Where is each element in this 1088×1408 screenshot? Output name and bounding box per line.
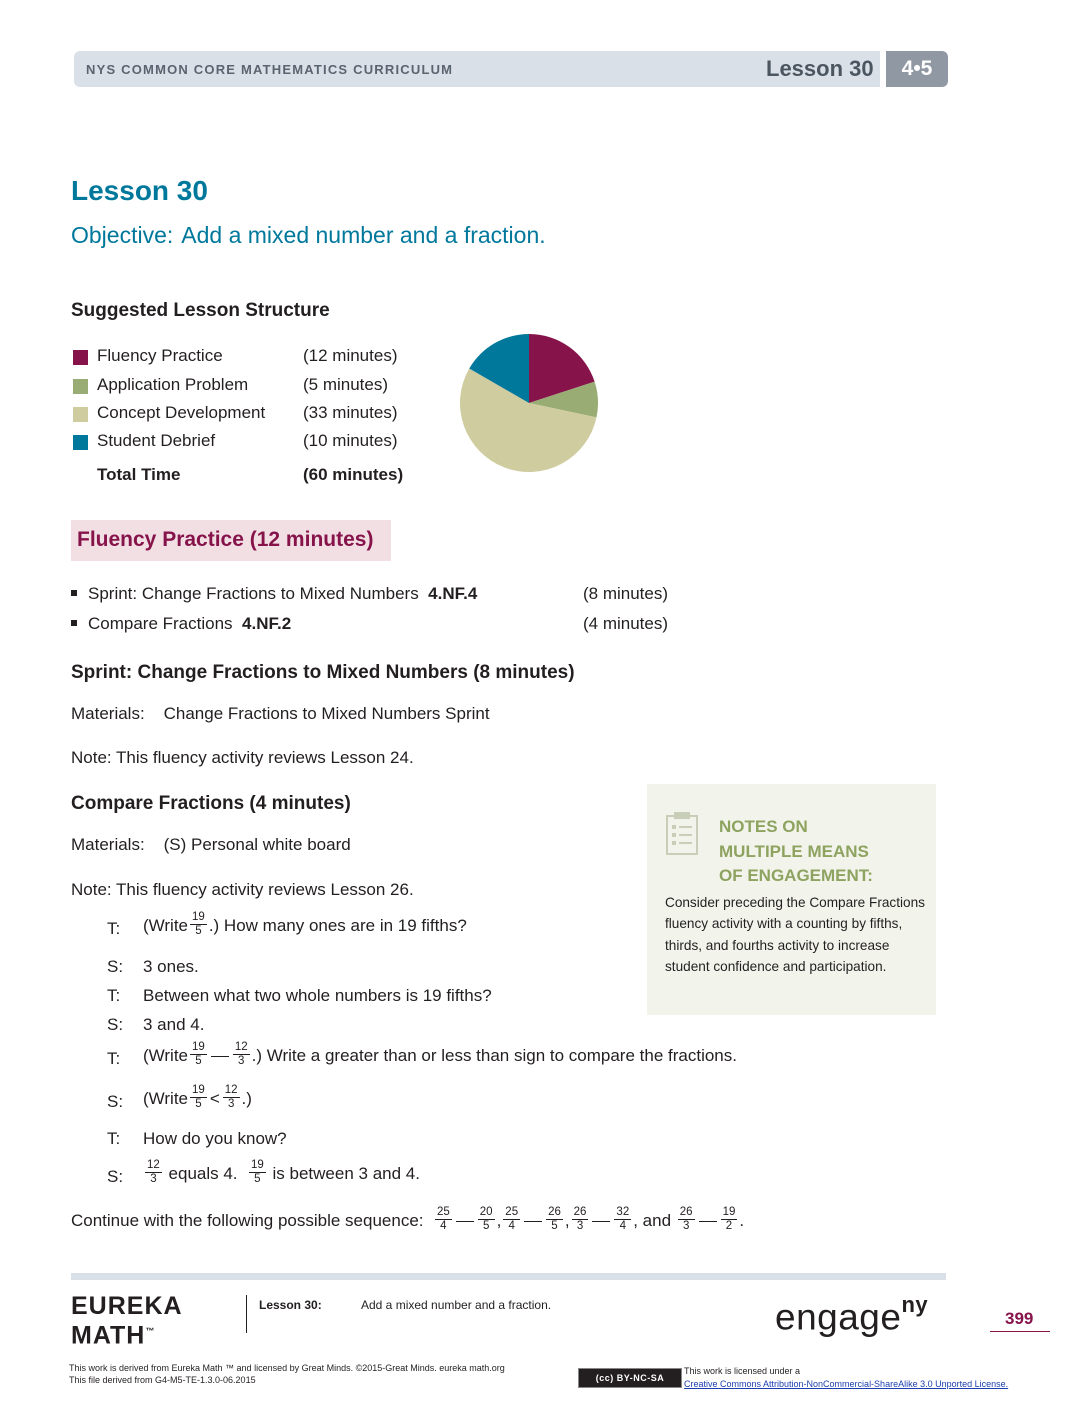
page-number-underline — [990, 1331, 1050, 1332]
engageny-logo — [775, 1292, 929, 1338]
speaker-s: S: — [107, 1015, 124, 1034]
application-swatch — [73, 379, 88, 394]
comparison-blank — [524, 1221, 542, 1222]
speaker-t: T: — [107, 919, 121, 938]
credit-line: This work is derived from Eureka Math ™ and licensed by Great Minds. ©2015-Great Minds. eureka math.org — [69, 1363, 505, 1373]
numerator: 19 — [722, 1206, 736, 1218]
compare-note: Note: This fluency activity reviews Lesson 26. — [71, 880, 414, 899]
total-time: (60 minutes) — [303, 465, 404, 484]
bullet-icon — [71, 620, 77, 626]
comparison-blank — [211, 1056, 229, 1057]
structure-time: (12 minutes) — [303, 346, 398, 365]
speaker-t: T: — [107, 986, 121, 1005]
bullet-time: (4 minutes) — [583, 614, 669, 633]
structure-time: (5 minutes) — [303, 375, 389, 394]
notes-title-line: OF ENGAGEMENT: — [719, 866, 873, 885]
materials-value: (S) Personal white board — [163, 835, 351, 854]
numerator: 19 — [192, 911, 205, 923]
numerator: 26 — [573, 1206, 587, 1218]
license-link[interactable]: Creative Commons Attribution-NonCommercial-ShareAlike 3.0 Unported License. — [684, 1379, 1009, 1389]
fluency-heading: Fluency Practice (12 minutes) — [77, 528, 374, 551]
structure-label: Fluency Practice — [97, 346, 223, 365]
notes-title-line: NOTES ON — [719, 817, 808, 836]
speaker-s: S: — [107, 957, 124, 976]
continue-sequence: Continue with the following possible sequence: $\frac{25}{4}$ $\frac{20}{5}$ , $\frac{25}{4}$ $\frac{26}{5}$ , $\frac{26}{3}$ $\frac{32}{4}$ , and $\frac{26}{3}$ $\frac{19}{2}$ . — [71, 1206, 745, 1232]
header-lesson: Lesson 30 — [766, 56, 874, 81]
fraction — [721, 1206, 738, 1233]
numerator: 12 — [147, 1159, 160, 1171]
dialogue-t1 — [143, 913, 467, 940]
fluency-bullet-compare — [71, 614, 291, 634]
speaker-s: S: — [107, 1092, 124, 1111]
continue-text: Continue with the following possible sequence: — [71, 1210, 424, 1230]
fraction — [614, 1206, 631, 1233]
notes-title-line: MULTIPLE MEANS — [719, 841, 869, 861]
sprint-note: Note: This fluency activity reviews Lesson 24. — [71, 748, 414, 767]
dialogue-text: .) How many ones are in 19 fifths? — [208, 915, 467, 935]
denominator: 5 — [551, 1220, 558, 1232]
grade-module-badge: 4•5 — [886, 51, 948, 87]
sequence-and: , and — [633, 1210, 672, 1230]
standard-code: 4.NF.2 — [242, 614, 292, 633]
fraction — [678, 1206, 695, 1233]
numerator: 26 — [679, 1206, 693, 1218]
structure-label: Concept Development — [97, 403, 266, 422]
bullet-text: Compare Fractions — [88, 614, 233, 633]
logo-sup: ny — [901, 1292, 929, 1317]
objective — [71, 222, 554, 249]
denominator: 5 — [195, 1098, 202, 1110]
denominator: 5 — [195, 1055, 202, 1067]
footer-divider — [246, 1295, 247, 1333]
speaker-t: T: — [107, 1049, 121, 1068]
denominator: 5 — [195, 925, 202, 937]
fraction — [145, 1159, 162, 1186]
numerator: 12 — [234, 1041, 248, 1053]
sequence-end: . — [739, 1210, 745, 1230]
bullet-time: (8 minutes) — [583, 584, 669, 603]
dialogue-text: equals 4. — [168, 1163, 238, 1183]
dialogue-s2: 3 and 4. — [143, 1015, 205, 1034]
numerator: 12 — [224, 1084, 238, 1096]
eureka-math-logo — [71, 1294, 183, 1348]
numerator: 26 — [548, 1206, 561, 1218]
comparison-blank — [592, 1221, 610, 1222]
denominator: 3 — [238, 1055, 245, 1067]
denominator: 4 — [508, 1220, 515, 1232]
numerator: 25 — [505, 1206, 519, 1218]
fraction — [190, 911, 207, 938]
denominator: 4 — [440, 1220, 447, 1232]
sprint-materials — [71, 704, 490, 724]
denominator: 5 — [254, 1173, 261, 1185]
fraction — [233, 1041, 250, 1068]
page-number: 399 — [1005, 1309, 1034, 1328]
compare-materials — [71, 835, 351, 855]
cc-license-badge[interactable]: (cc) BY-NC-SA — [578, 1368, 682, 1388]
numerator: 19 — [192, 1084, 205, 1096]
numerator: 19 — [250, 1159, 264, 1171]
fraction — [435, 1206, 452, 1233]
logo-line: MATH — [71, 1321, 146, 1350]
notes-document-icon — [665, 810, 699, 856]
curriculum-name: NYS COMMON CORE MATHEMATICS CURRICULUM — [86, 62, 454, 77]
denominator: 3 — [682, 1220, 690, 1232]
objective-text: Add a mixed number and a fraction. — [181, 222, 546, 248]
dialogue-text: .) Write a greater than or less than sign to compare the fractions. — [251, 1045, 737, 1065]
sprint-heading: Sprint: Change Fractions to Mixed Numbers (8 minutes) — [71, 662, 575, 683]
fraction — [478, 1206, 495, 1233]
credit-line: This file derived from G4-M5-TE-1.3.0-06.2015 — [69, 1375, 256, 1385]
denominator: 5 — [482, 1220, 490, 1232]
materials-label: Materials: — [71, 835, 145, 854]
dialogue-text: (Write — [143, 915, 189, 935]
dialogue-s1: 3 ones. — [143, 957, 199, 976]
numerator: 19 — [192, 1041, 205, 1053]
dialogue-s4 — [143, 1161, 420, 1188]
denominator: 3 — [227, 1098, 235, 1110]
dialogue-t3 — [143, 1043, 737, 1070]
comparison-blank — [456, 1221, 474, 1222]
structure-time: (10 minutes) — [303, 431, 398, 450]
dialogue-s3 — [143, 1086, 252, 1113]
denominator: 4 — [619, 1220, 627, 1232]
total-label: Total Time — [97, 465, 181, 484]
denominator: 2 — [725, 1220, 733, 1232]
fraction — [572, 1206, 589, 1233]
denominator: 3 — [150, 1173, 157, 1185]
dialogue-text: (Write — [143, 1045, 189, 1065]
dialogue-t4: How do you know? — [143, 1129, 287, 1148]
materials-label: Materials: — [71, 704, 145, 723]
fraction — [190, 1084, 207, 1111]
standard-code: 4.NF.4 — [428, 584, 478, 603]
concept-swatch — [73, 407, 88, 422]
fraction — [503, 1206, 520, 1233]
comparison-blank — [699, 1221, 717, 1222]
fluency-swatch — [73, 350, 88, 365]
fluency-bullet-sprint — [71, 584, 477, 604]
fraction — [223, 1084, 240, 1111]
fraction — [546, 1206, 563, 1233]
footer-rule — [71, 1273, 946, 1280]
numerator: 32 — [616, 1206, 630, 1218]
materials-value: Change Fractions to Mixed Numbers Sprint — [163, 704, 490, 723]
speaker-t: T: — [107, 1129, 121, 1148]
compare-heading: Compare Fractions (4 minutes) — [71, 793, 351, 814]
structure-label: Application Problem — [97, 375, 249, 394]
bullet-icon — [71, 590, 77, 596]
lesson-structure-pie — [458, 332, 600, 474]
dialogue-t2: Between what two whole numbers is 19 fifths? — [143, 986, 492, 1005]
speaker-s: S: — [107, 1167, 124, 1186]
dialogue-text: (Write — [143, 1088, 189, 1108]
footer-lesson-label: Lesson 30: — [259, 1298, 322, 1312]
dialogue-text: is between 3 and 4. — [272, 1163, 420, 1183]
notes-title — [719, 815, 873, 889]
logo-tm: ™ — [145, 1326, 156, 1336]
dialogue-text: .) — [241, 1088, 252, 1108]
logo-line: EUREKA — [71, 1292, 183, 1320]
fraction — [249, 1159, 266, 1186]
numerator: 20 — [479, 1206, 493, 1218]
lesson-title: Lesson 30 — [71, 175, 208, 206]
objective-label: Objective: — [71, 222, 174, 248]
footer-lesson-desc: Add a mixed number and a fraction. — [361, 1298, 552, 1312]
structure-heading: Suggested Lesson Structure — [71, 300, 330, 321]
structure-label: Student Debrief — [97, 431, 216, 450]
license-text: This work is licensed under a — [684, 1366, 801, 1376]
fraction — [190, 1041, 207, 1068]
bullet-text: Sprint: Change Fractions to Mixed Numbers — [88, 584, 419, 603]
debrief-swatch — [73, 435, 88, 450]
denominator: 3 — [576, 1220, 584, 1232]
notes-body: Consider preceding the Compare Fractions fluency activity with a counting by fifths, thirds, and fourths activity to increase student confidence and participation. — [665, 895, 925, 974]
numerator: 25 — [436, 1206, 450, 1218]
structure-time: (33 minutes) — [303, 403, 398, 422]
less-than-sign: < — [209, 1088, 220, 1108]
logo-text: engage — [775, 1296, 902, 1338]
